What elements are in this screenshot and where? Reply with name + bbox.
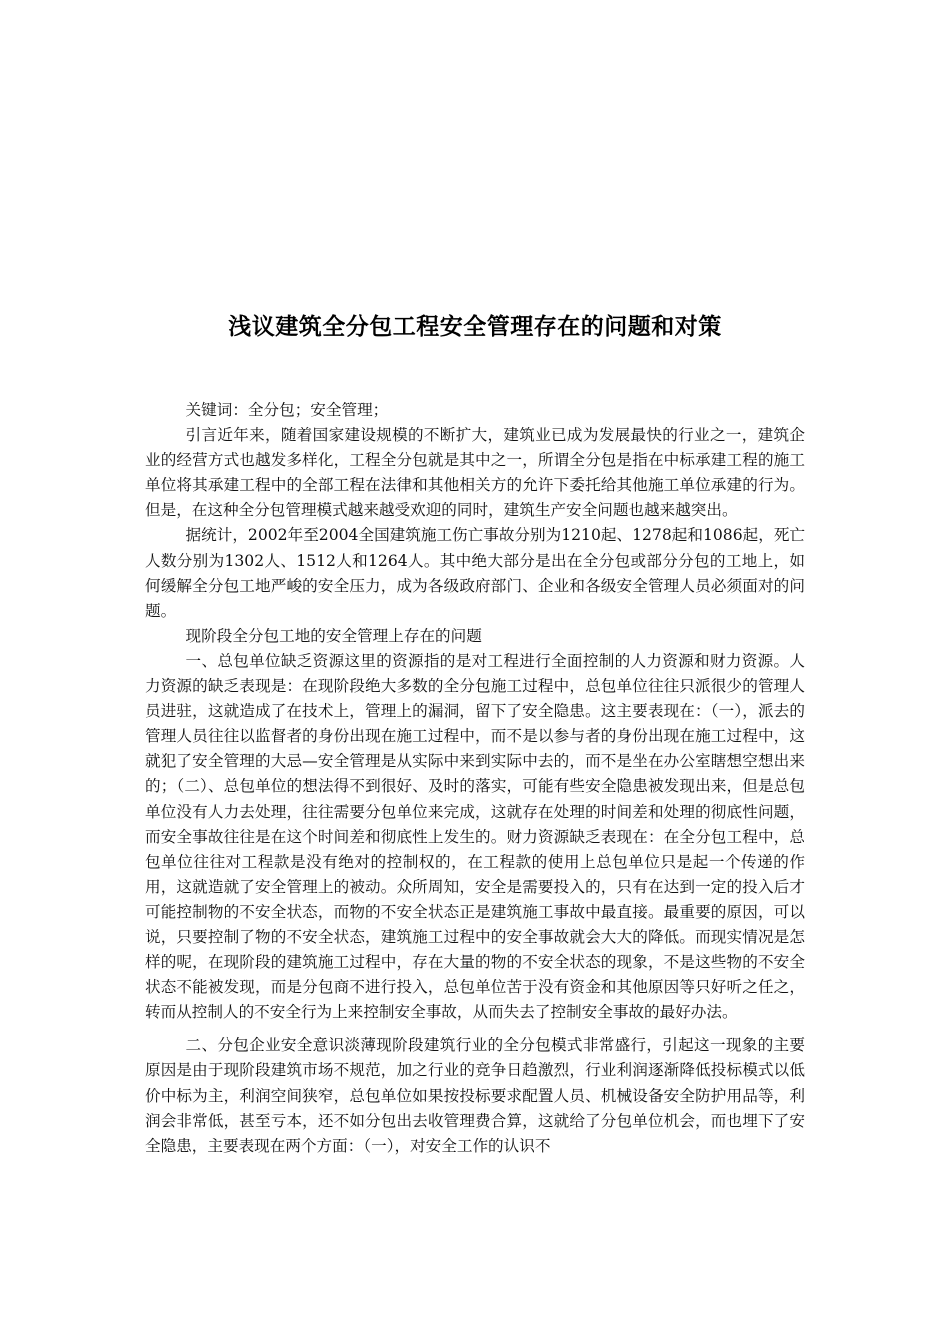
problem-one-paragraph: 一、总包单位缺乏资源这里的资源指的是对工程进行全面控制的人力资源和财力资源。人力资源的缺乏表现是：在现阶段绝大多数的全分包施工过程中，总包单位往往只派很少的管理人员进驻，这就造成了在技术上，管理上的漏洞，留下了安全隐患。这主要表现在：（一），派去的管理人员往往以监督者的身份出现在施工过程中，而不是以参与者的身份出现在施工过程中，这就犯了安全管理的大忌—安全管理是从实际中来到实际中去的，而不是坐在办公室瞎想空想出来的；（二）、总包单位的想法得不到很好、及时的落实，可能有些安全隐患被发现出来，但是总包单位没有人力去处理，往往需要分包单位来完成，这就存在处理的时间差和处理的彻底性问题，而安全事故往往是在这个时间差和彻底性上发生的。财力资源缺乏表现在：在全分包工程中，总包单位往往对工程款是没有绝对的控制权的，在工程款的使用上总包单位只是起一个传递的作用，这就造就了安全管理上的被动。众所周知，安全是需要投入的，只有在达到一定的投入后才可能控制物的不安全状态，而物的不安全状态正是建筑施工事故中最直接。最重要的原因，可以说，只要控制了物的不安全状态，建筑施工过程中的安全事故就会大大的降低。而现实情况是怎样的呢，在现阶段的建筑施工过程中，存在大量的物的不安全状态的现象，不是这些物的不安全状态不能被发现，而是分包商不进行投入，总包单位苦于没有资金和其他原因等只好听之任之，转而从控制人的不安全行为上来控制安全事故，从而失去了控制安全事故的最好办法。 (145, 651, 805, 1022)
statistics-paragraph: 据统计，2002年至2004全国建筑施工伤亡事故分别为1210起、1278起和1086起，死亡人数分别为1302人、1512人和1264人。其中绝大部分是出在全分包或部分分包的工地上，如何缓解全分包工地严峻的安全压力，成为各级政府部门、企业和各级安全管理人员必须面对的问题。 (145, 526, 806, 620)
intro-paragraph: 引言近年来，随着国家建设规模的不断扩大，建筑业已成为发展最快的行业之一，建筑企业的经营方式也越发多样化，工程全分包就是其中之一，所谓全分包是指在中标承建工程的施工单位将其承建工程中的全部工程在法律和其他相关方的允许下委托给其他施工单位承建的行为。但是，在这种全分包管理模式越来越受欢迎的同时，建筑生产安全问题也越来越突出。 (145, 426, 805, 520)
document-title: 浅议建筑全分包工程安全管理存在的问题和对策 (228, 313, 722, 340)
section-heading: 现阶段全分包工地的安全管理上存在的问题 (185, 626, 482, 645)
document-body (145, 398, 805, 1159)
keywords-paragraph: 关键词：全分包；安全管理； (185, 401, 389, 419)
problem-two-paragraph: 二、分包企业安全意识淡薄现阶段建筑行业的全分包模式非常盛行，引起这一现象的主要原因是由于现阶段建筑市场不规范，加之行业的竞争日趋激烈，行业利润逐渐降低投标模式以低价中标为主，利润空间狭窄，总包单位如果按投标要求配置人员、机械设备安全防护用品等，利润会非常低，甚至亏本，还不如分包出去收管理费合算，这就给了分包单位机会，而也埋下了安全隐患，主要表现在两个方面：（一），对安全工作的认识不 (145, 1036, 805, 1155)
